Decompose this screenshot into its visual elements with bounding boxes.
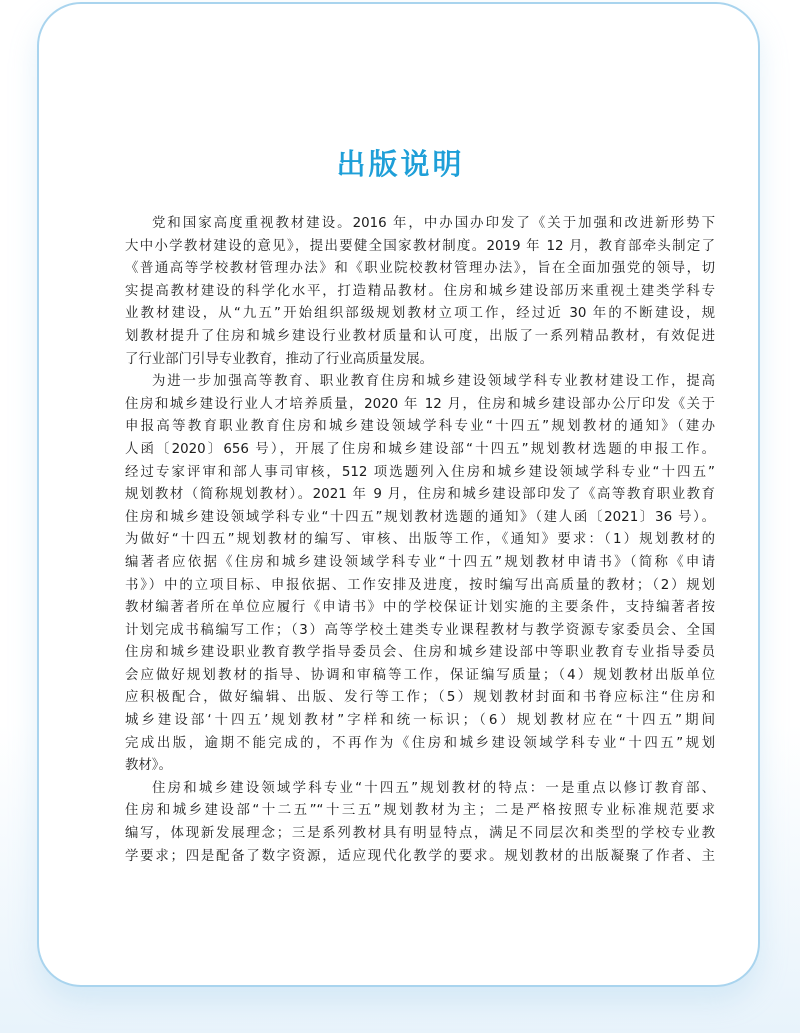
text-line: 为进一步加强高等教育、职业教育住房和城乡建设领域学科专业教材建设工作，提高 <box>152 374 715 390</box>
text-line: 住房和城乡建设领域学科专业“十四五”规划教材的特点：一是重点以修订教育部、 <box>152 780 715 796</box>
text-line: 教材编著者所在单位应履行《申请书》中的学校保证计划实施的主要条件，支持编著者按 <box>125 600 715 616</box>
text-line: 教材》。 <box>125 758 172 774</box>
text-line: 编写，体现新发展理念；三是系列教材具有明显特点，满足不同层次和类型的学校专业教 <box>125 826 715 842</box>
text-line: 城乡建设部‘十四五’规划教材”字样和统一标识；（6）规划教材应在“十四五”期间 <box>125 713 715 729</box>
page-title: 出版说明 <box>336 147 465 181</box>
text-line: 住房和城乡建设职业教育教学指导委员会、住房和城乡建设部中等职业教育专业指导委员 <box>125 645 715 661</box>
text-line: 申报高等教育职业教育住房和城乡建设领域学科专业“十四五”规划教材的通知》（建办 <box>125 419 715 435</box>
text-line: 经过专家评审和部人事司审核，512 项选题列入住房和城乡建设领域学科专业“十四五” <box>125 464 715 480</box>
text-line: 书》）中的立项目标、申报依据、工作安排及进度，按时编写出高质量的教材；（2）规划 <box>125 577 715 593</box>
text-line: 完成出版，逾期不能完成的，不再作为《住房和城乡建设领域学科专业“十四五”规划 <box>125 735 715 751</box>
text-line: 了行业部门引导专业教育，推动了行业高质量发展。 <box>125 351 433 367</box>
paragraph-2 <box>125 371 715 778</box>
text-line: 业教材建设，从“九五”开始组织部级规划教材立项工作，经过近 30 年的不断建设，规 <box>125 306 715 322</box>
document-card <box>37 2 760 987</box>
text-line: 会应做好规划教材的指导、协调和审稿等工作，保证编写质量；（4）规划教材出版单位 <box>125 667 715 683</box>
text-line: 住房和城乡建设领域学科专业“十四五”规划教材选题的通知》（建人函〔2021〕36 号）。 <box>125 509 715 525</box>
text-line: 计划完成书稿编写工作；（3）高等学校土建类专业课程教材与教学资源专家委员会、全国 <box>125 622 715 638</box>
document-body <box>125 213 715 868</box>
text-line: 学要求；四是配备了数字资源，适应现代化教学的要求。规划教材的出版凝聚了作者、主 <box>125 848 715 864</box>
text-line: 划教材提升了住房和城乡建设行业教材质量和认可度，出版了一系列精品教材，有效促进 <box>125 328 715 344</box>
text-line: 规划教材（简称规划教材）。2021 年 9 月，住房和城乡建设部印发了《高等教育职业教育 <box>125 487 715 503</box>
paragraph-3 <box>125 778 715 868</box>
text-line: 住房和城乡建设部“十二五”“十三五”规划教材为主；二是严格按照专业标准规范要求 <box>125 803 715 819</box>
text-line: 应积极配合，做好编辑、出版、发行等工作；（5）规划教材封面和书脊应标注“住房和 <box>125 690 715 706</box>
paragraph-1 <box>125 213 715 371</box>
text-line: 实提高教材建设的科学化水平，打造精品教材。住房和城乡建设部历来重视土建类学科专 <box>125 283 715 299</box>
text-line: 住房和城乡建设行业人才培养质量，2020 年 12 月，住房和城乡建设部办公厅印发《关于 <box>125 396 715 412</box>
text-line: 为做好“十四五”规划教材的编写、审核、出版等工作，《通知》要求：（1）规划教材的 <box>125 532 715 548</box>
text-line: 编著者应依据《住房和城乡建设领域学科专业“十四五”规划教材申请书》（简称《申请 <box>125 554 715 570</box>
text-line: 人函〔2020〕656 号），开展了住房和城乡建设部“十四五”规划教材选题的申报工作。 <box>125 441 715 457</box>
text-line: 《普通高等学校教材管理办法》和《职业院校教材管理办法》，旨在全面加强党的领导，切 <box>125 261 715 277</box>
text-line: 大中小学教材建设的意见》，提出要健全国家教材制度。2019 年 12 月，教育部牵头制定了 <box>125 238 715 254</box>
text-line: 党和国家高度重视教材建设。2016 年，中办国办印发了《关于加强和改进新形势下 <box>152 216 715 231</box>
